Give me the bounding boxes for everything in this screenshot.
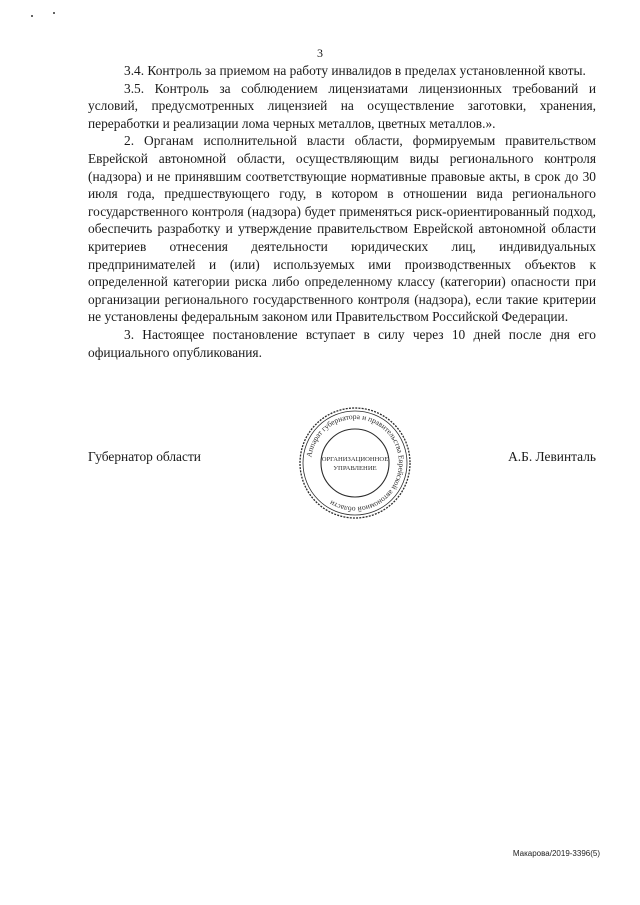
stamp-ring-textpath: Аппарат губернатора и правительства Еврейской автономной области [304, 411, 407, 515]
paragraph-3-5: 3.5. Контроль за соблюдением лицензиатами лицензионных требований и условий, предусмотренных лицензией на осуществление заготовки, хранения, переработки и реализации лома черных металлов, цветных металлов.». [88, 80, 596, 131]
official-stamp [297, 405, 413, 521]
scan-speck [31, 15, 33, 17]
paragraph-2: 2. Органам исполнительной власти области, формируемым правительством Еврейской автономной области, осуществляющим виды регионального контроля (надзора) и не принявшим соответствующие нормативные правовые акты, в срок до 30 июля года, предшествующего году, в котором в отношении вида регионального государственного контроля (надзора) будет применяться риск-ориентированный подход, обеспечить разработку и утверждение правительством Еврейской автономной области критериев отнесения деятельности юридических лиц, индивидуальных предпринимателей и (или) используемых ими производственных объектов к определенной категории риска либо определенному классу (категории) опасности при организации регионального государственного контроля (надзора), если такие критерии не установлены федеральным законом или Правительством Российской Федерации. [88, 133, 596, 325]
stamp-center-line2: УПРАВЛЕНИЕ [333, 465, 377, 472]
paragraph-3: 3. Настоящее постановление вступает в силу через 10 дней после дня его официального опубликования. [88, 326, 596, 360]
stamp-center-line1: ОРГАНИЗАЦИОННОЕ [321, 456, 389, 463]
document-code: Макарова/2019-3396(5) [512, 849, 600, 858]
signatory-name: А.Б. Левинталь [508, 449, 596, 464]
page-number: 3 [317, 46, 323, 60]
signatory-position: Губернатор области [88, 449, 201, 464]
scan-speck [53, 12, 55, 14]
stamp-ring-text [304, 412, 406, 514]
paragraph-3-4: 3.4. Контроль за приемом на работу инвалидов в пределах установленной квоты. [124, 63, 586, 78]
document-body [88, 62, 596, 361]
